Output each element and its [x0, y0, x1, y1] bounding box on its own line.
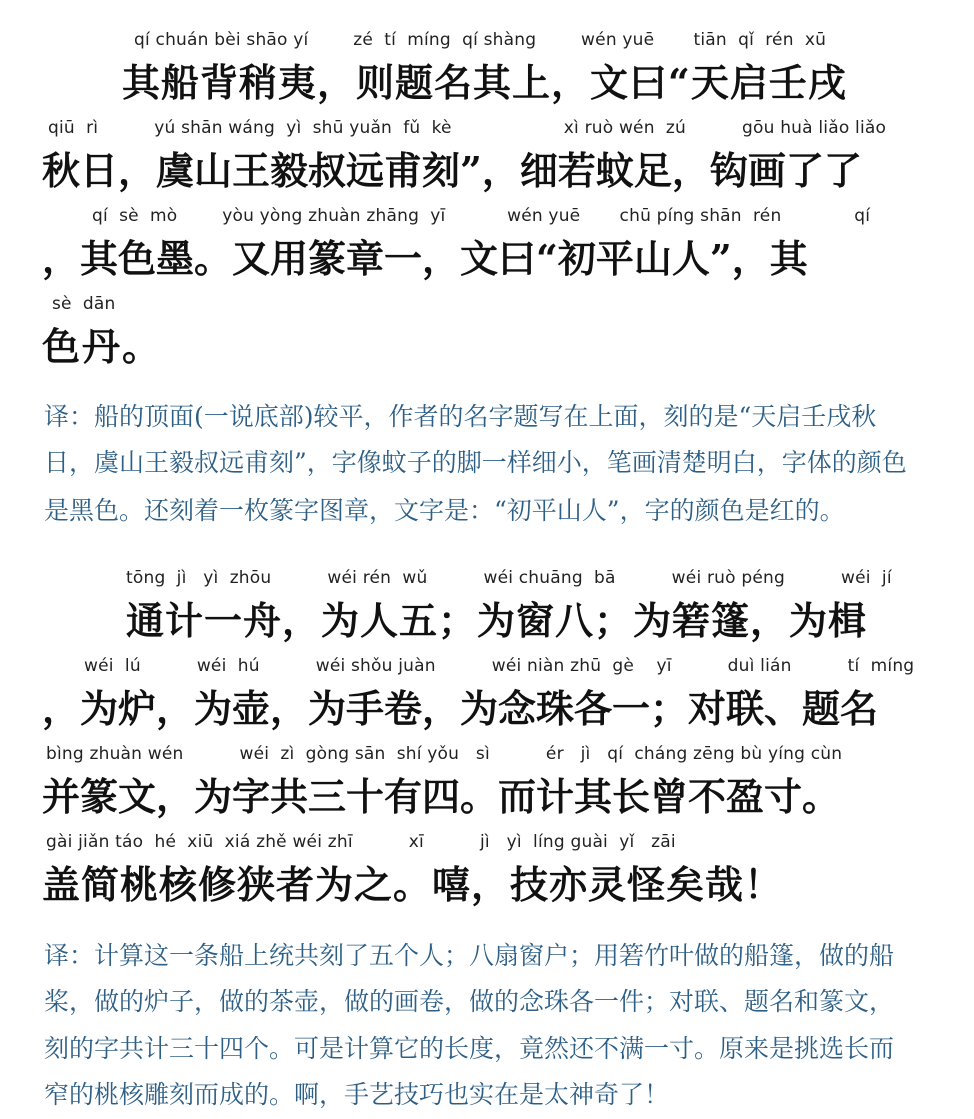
translation-line: 是黑色。还刻着一枚篆字图章，文字是：“初平山人”，字的颜色是红的。 [44, 496, 845, 525]
classical-text-line: 并篆文，为字共三十有四。而计其长曾不盈寸。 [42, 774, 841, 819]
pinyin-line: qí chuán bèi shāo yí zé tí míng qí shàng wén yuē tiān qǐ rén xū [134, 30, 827, 50]
pinyin-line: wéi lú wéi hú wéi shǒu juàn wéi niàn zhū gè yī duì lián tí míng [84, 656, 915, 676]
pinyin-line: gài jiǎn táo hé xiū xiá zhě wéi zhī xī jì yì líng guài yǐ zāi [46, 832, 676, 852]
pinyin-line: sè dān [52, 294, 116, 314]
classical-text-line: ，其色墨。又用篆章一，文曰“初平山人”，其 [42, 236, 808, 281]
pinyin-line: qiū rì yú shān wáng yì shū yuǎn fǔ kè xì ruò wén zú gōu huà liǎo liǎo [48, 118, 887, 138]
pinyin-line: qí sè mò yòu yòng zhuàn zhāng yī wén yuē chū píng shān rén qí [92, 206, 871, 226]
translation-line: 桨，做的炉子，做的茶壶，做的画卷，做的念珠各一件；对联、题名和篆文， [44, 987, 895, 1016]
translation-line: 日，虞山王毅叔远甫刻”，字像蚊子的脚一样细小，笔画清楚明白，字体的颜色 [44, 448, 907, 477]
classical-text-line: 通计一舟，为人五；为窗八；为箬篷，为楫 [126, 598, 868, 643]
classical-text-line: 色丹。 [42, 324, 163, 369]
pinyin-line: bìng zhuàn wén wéi zì gòng sān shí yǒu sì ér jì qí cháng zēng bù yíng cùn [46, 744, 843, 764]
classical-text-line: 其船背稍夷，则题名其上，文曰“天启壬戌 [122, 60, 847, 105]
translation-line: 译：船的顶面(一说底部)较平，作者的名字题写在上面，刻的是“天启壬戌秋 [44, 402, 877, 431]
translation-line: 窄的桃核雕刻而成的。啊，手艺技巧也实在是太神奇了！ [44, 1080, 670, 1109]
translation-line: 译：计算这一条船上统共刻了五个人；八扇窗户；用箬竹叶做的船篷，做的船 [44, 941, 895, 970]
classical-text-line: 秋日，虞山王毅叔远甫刻”，细若蚊足，钩画了了 [42, 148, 862, 193]
classical-text-line: ，为炉，为壶，为手卷，为念珠各一；对联、题名 [42, 686, 879, 731]
pinyin-line: tōng jì yì zhōu wéi rén wǔ wéi chuāng bā wéi ruò péng wéi jí [126, 568, 892, 588]
classical-text-line: 盖简桃核修狭者为之。嘻，技亦灵怪矣哉！ [42, 862, 784, 907]
translation-line: 刻的字共计三十四个。可是计算它的长度，竟然还不满一寸。原来是挑选长而 [44, 1034, 895, 1063]
